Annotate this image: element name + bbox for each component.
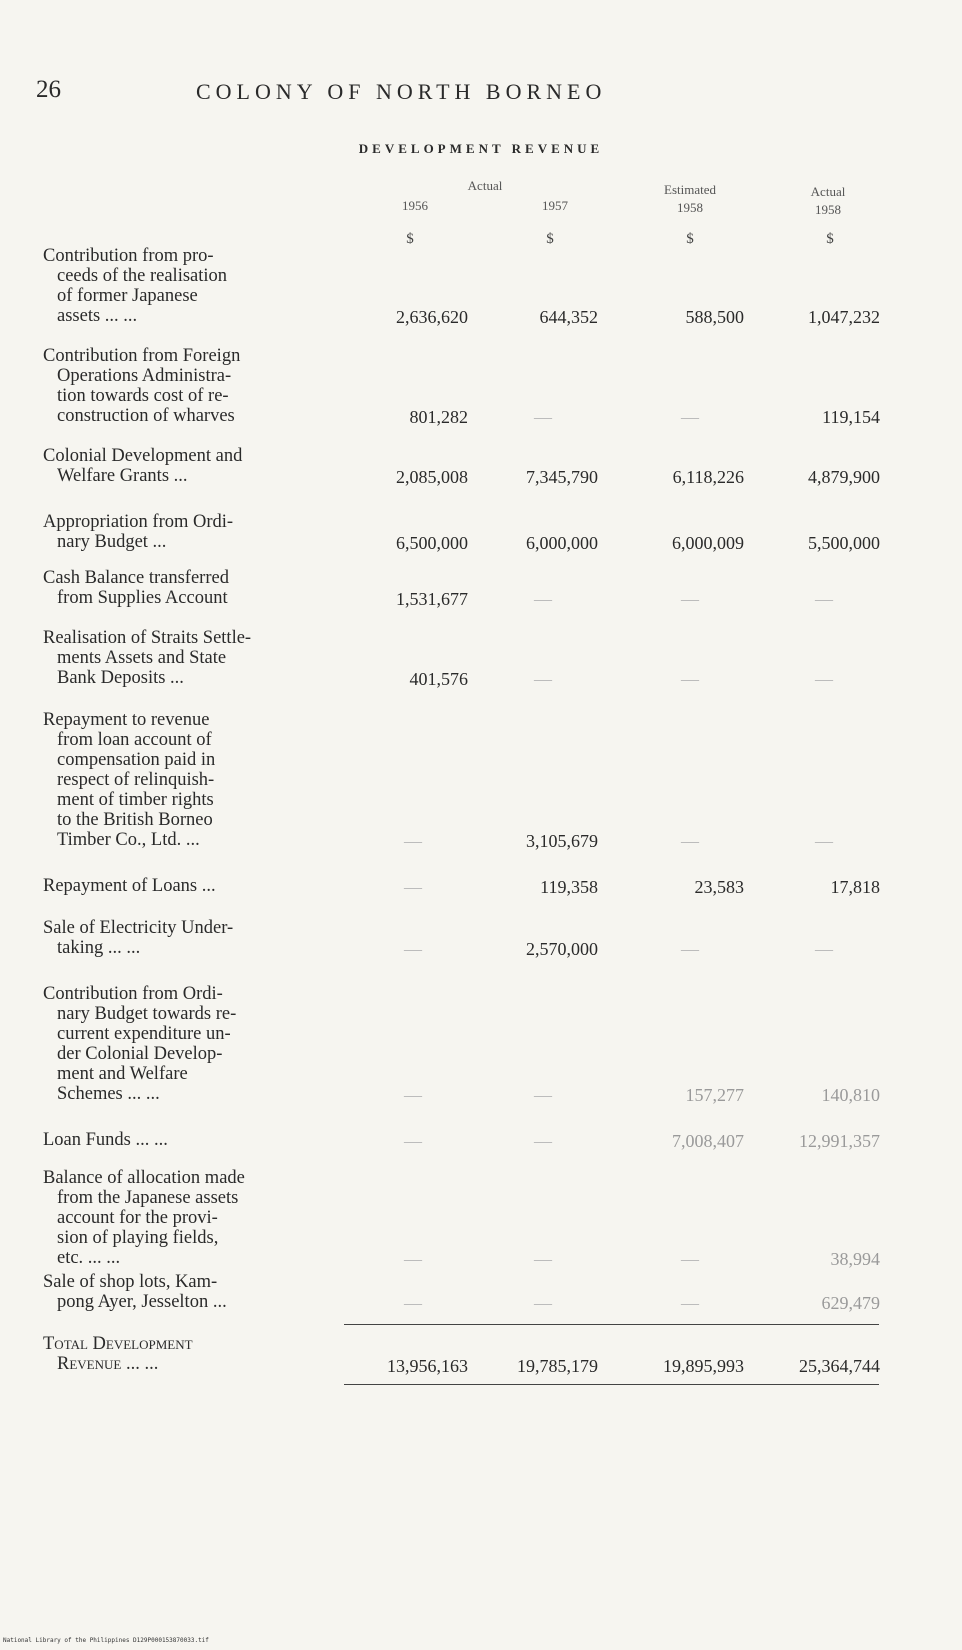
table-cell: — (681, 939, 699, 959)
table-cell: 6,000,000 (526, 533, 598, 553)
table-cell: 7,345,790 (526, 467, 598, 487)
table-cell: — (534, 589, 552, 609)
label-line: from Supplies Account (57, 588, 228, 608)
table-cell: — (681, 407, 699, 427)
table-cell: — (681, 831, 699, 851)
label-line: Loan Funds ... ... (43, 1130, 168, 1150)
label-line: ments Assets and State (57, 648, 227, 668)
label-line: nary Budget towards re- (57, 1004, 237, 1024)
header-col2-year: 1957 (542, 198, 568, 213)
currency-col4: $ (826, 231, 834, 247)
label-line: Contribution from Foreign (43, 346, 241, 366)
running-title: COLONY OF NORTH BORNEO (196, 79, 607, 104)
table-cell: — (534, 1249, 552, 1269)
table-cell: 157,277 (685, 1085, 744, 1105)
table-cell: 2,085,008 (396, 467, 468, 487)
label-line: nary Budget ... (57, 532, 167, 552)
table-cell: 17,818 (830, 877, 880, 897)
row-label (43, 1130, 338, 1150)
row-label (43, 1168, 338, 1268)
row-label (43, 446, 338, 486)
table-cell: 23,583 (694, 877, 744, 897)
table-cell: — (681, 1249, 699, 1269)
label-line: Sale of Electricity Under- (43, 918, 234, 938)
label-line: Contribution from Ordi- (43, 984, 223, 1004)
table-cell: 2,636,620 (396, 307, 468, 327)
label-line: tion towards cost of re- (57, 386, 229, 406)
label-line: Welfare Grants ... (57, 466, 188, 486)
label-line: pong Ayer, Jesselton ... (57, 1292, 227, 1312)
table-cell: — (534, 407, 552, 427)
row-label (43, 710, 338, 850)
label-line: sion of playing fields, (57, 1228, 219, 1248)
table-cell: — (815, 939, 833, 959)
row-label (43, 568, 338, 608)
table-cell: — (404, 1293, 422, 1313)
table-cell: 6,118,226 (672, 467, 744, 487)
label-line: assets ... ... (57, 306, 138, 326)
table-cell: 1,531,677 (396, 589, 468, 609)
table-cell: 119,358 (540, 877, 598, 897)
row-label (43, 876, 338, 896)
table-cell: 588,500 (685, 307, 744, 327)
label-line: Cash Balance transferred (43, 568, 229, 588)
label-line: Timber Co., Ltd. ... (57, 830, 200, 850)
table-cell: — (534, 1085, 552, 1105)
label-line: ment of timber rights (57, 790, 214, 810)
table-cell: 1,047,232 (808, 307, 880, 327)
table-cell: — (404, 877, 422, 897)
label-line: account for the provi- (57, 1208, 218, 1228)
label-line: from the Japanese assets (57, 1188, 239, 1208)
label-line: Total Development (43, 1334, 193, 1354)
label-line: construction of wharves (57, 406, 235, 426)
table-cell: 401,576 (409, 669, 468, 689)
label-line: Balance of allocation made (43, 1168, 245, 1188)
table-cell: — (534, 1293, 552, 1313)
label-line: to the British Borneo (57, 810, 213, 830)
table-cell: 6,500,000 (396, 533, 468, 553)
table-cell: 5,500,000 (808, 533, 880, 553)
row-label (43, 512, 338, 552)
label-line: from loan account of (57, 730, 212, 750)
label-line: der Colonial Develop- (57, 1044, 223, 1064)
table-cell: — (404, 939, 422, 959)
header-actual-group: Actual (467, 178, 503, 193)
total-value: 19,785,179 (517, 1356, 598, 1376)
table-cell: — (404, 831, 422, 851)
label-line: ceeds of the realisation (57, 266, 228, 286)
label-line: respect of relinquish- (57, 770, 215, 790)
label-line: Schemes ... ... (57, 1084, 160, 1104)
label-line: Sale of shop lots, Kam- (43, 1272, 218, 1292)
table-cell: — (404, 1131, 422, 1151)
label-line: taking ... ... (57, 938, 141, 958)
label-line: Repayment to revenue (43, 710, 210, 730)
table-cell: — (815, 831, 833, 851)
label-line: Repayment of Loans ... (43, 876, 216, 896)
label-line: Contribution from pro- (43, 246, 214, 266)
table-cell: 12,991,357 (799, 1131, 880, 1151)
total-bottom-rule (344, 1384, 879, 1385)
table-cell: — (815, 589, 833, 609)
section-title: DEVELOPMENT REVENUE (358, 141, 604, 156)
table-cell: 7,008,407 (672, 1131, 744, 1151)
total-value: 25,364,744 (799, 1356, 880, 1376)
currency-col2: $ (546, 231, 554, 247)
label-line: Realisation of Straits Settle- (43, 628, 252, 648)
table-cell: 119,154 (822, 407, 880, 427)
table-cell: 140,810 (821, 1085, 880, 1105)
table-cell: 6,000,009 (672, 533, 744, 553)
row-label (43, 246, 338, 326)
table-cell: — (681, 669, 699, 689)
header-col4-year: 1958 (815, 202, 841, 217)
header-col1-year: 1956 (402, 198, 428, 213)
label-line: etc. ... ... (57, 1248, 121, 1268)
table-cell: — (404, 1249, 422, 1269)
table-cell: 4,879,900 (808, 467, 880, 487)
scan-footer: National Library of the Philippines D129P000153870033.tif (3, 1637, 209, 1644)
table-cell: — (815, 669, 833, 689)
header-col3-year: 1958 (677, 200, 703, 215)
label-line: of former Japanese (57, 286, 198, 306)
label-line: current expenditure un- (57, 1024, 231, 1044)
currency-col1: $ (406, 231, 414, 247)
table-cell: 2,570,000 (526, 939, 598, 959)
label-line: Colonial Development and (43, 446, 243, 466)
label-line: Revenue ... ... (57, 1354, 159, 1374)
row-label (43, 346, 338, 426)
label-line: Appropriation from Ordi- (43, 512, 234, 532)
header-col3-head: Estimated (664, 182, 716, 197)
label-line: compensation paid in (57, 750, 216, 770)
table-cell: 629,479 (821, 1293, 880, 1313)
currency-col3: $ (686, 231, 694, 247)
total-value: 19,895,993 (663, 1356, 744, 1376)
table-cell: — (681, 589, 699, 609)
total-value: 13,956,163 (387, 1356, 468, 1376)
page-number: 26 (36, 76, 61, 103)
table-cell: — (681, 1293, 699, 1313)
table-cell: 801,282 (409, 407, 468, 427)
table-cell: — (404, 1085, 422, 1105)
label-line: Bank Deposits ... (57, 668, 184, 688)
table-cell: 644,352 (539, 307, 598, 327)
header-col4-head: Actual (810, 184, 846, 199)
table-cell: 38,994 (830, 1249, 880, 1269)
row-label (43, 628, 338, 688)
row-label (43, 984, 338, 1104)
label-line: Operations Administra- (57, 366, 232, 386)
table-cell: — (534, 669, 552, 689)
row-label (43, 918, 338, 958)
table-cell: 3,105,679 (526, 831, 598, 851)
label-line: ment and Welfare (57, 1064, 188, 1084)
total-separator-rule (344, 1324, 879, 1325)
total-label (43, 1334, 338, 1374)
row-label (43, 1272, 338, 1312)
table-cell: — (534, 1131, 552, 1151)
